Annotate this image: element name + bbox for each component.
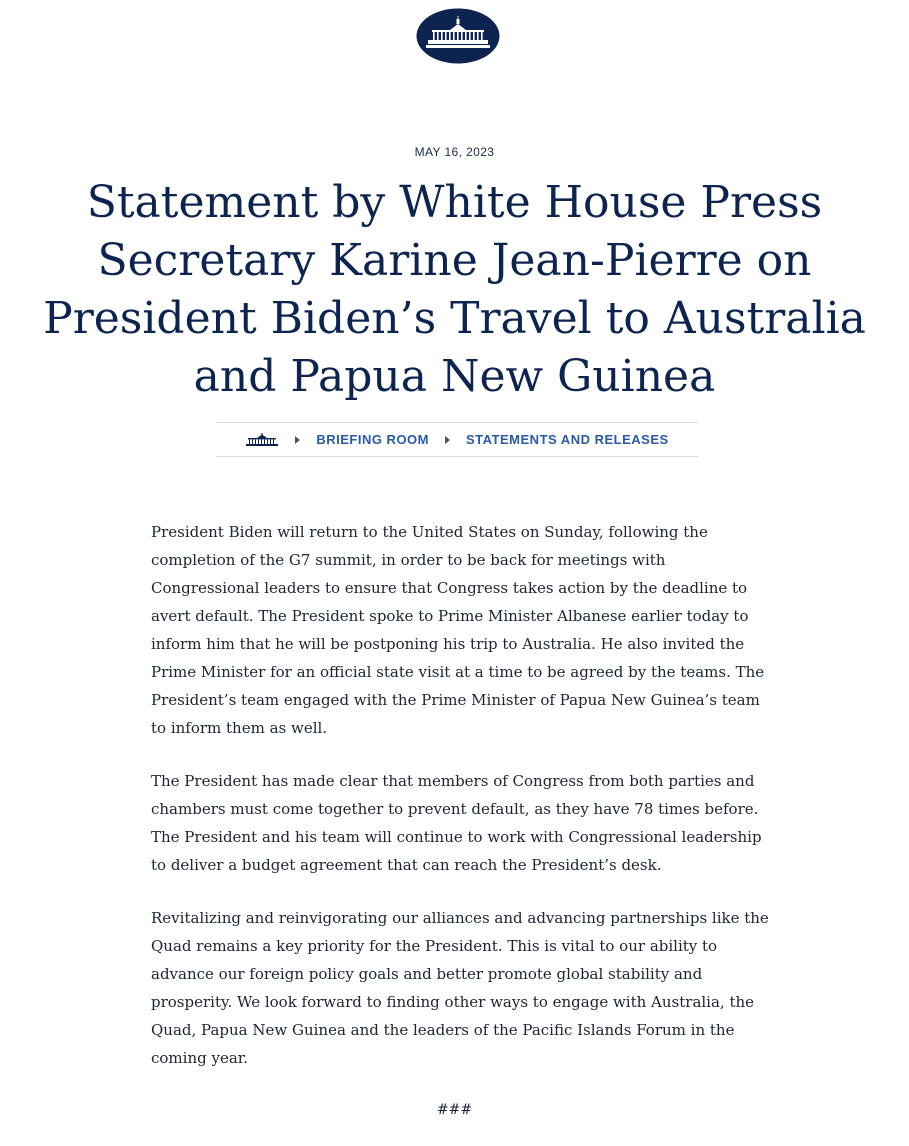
white-house-seal-icon[interactable] [416, 8, 500, 64]
paragraph: The President has made clear that members of Congress from both parties and chambers must come together to prevent default, as they have 78 times before. The President and his team will continue to work with Congressional leadership to deliver a budget agreement that can reach the President’s desk. [151, 772, 762, 874]
publish-date: MAY 16, 2023 [414, 145, 495, 159]
article-body [151, 518, 776, 1097]
end-mark: ### [436, 1102, 473, 1118]
page-title: Statement by White House Press Secretary Karine Jean-Pierre on President Biden’s Travel to Australia and Papua New Guinea [43, 177, 866, 402]
breadcrumb-briefing-room[interactable]: BRIEFING ROOM [316, 432, 429, 447]
paragraph: President Biden will return to the United States on Sunday, following the completion of the G7 summit, in order to be back for meetings with Congressional leaders to ensure that Congress takes action by the deadline to avert default. The President spoke to Prime Minister Albanese earlier today to inform him that he will be postponing his trip to Australia. He also invited the Prime Minister for an official state visit at a time to be agreed by the teams. The President’s team engaged with the Prime Minister of Papua New Guinea’s team to inform them as well. [151, 523, 765, 737]
breadcrumb [216, 422, 698, 457]
chevron-right-icon [295, 436, 300, 444]
chevron-right-icon [445, 436, 450, 444]
white-house-icon[interactable] [245, 433, 279, 447]
paragraph: Revitalizing and reinvigorating our alliances and advancing partnerships like the Quad remains a key priority for the President. This is vital to our ability to advance our foreign policy goals and better promote global stability and prosperity. We look forward to finding other ways to engage with Australia, the Quad, Papua New Guinea and the leaders of the Pacific Islands Forum in the coming year. [151, 909, 769, 1067]
breadcrumb-statements-and-releases[interactable]: STATEMENTS AND RELEASES [466, 432, 669, 447]
